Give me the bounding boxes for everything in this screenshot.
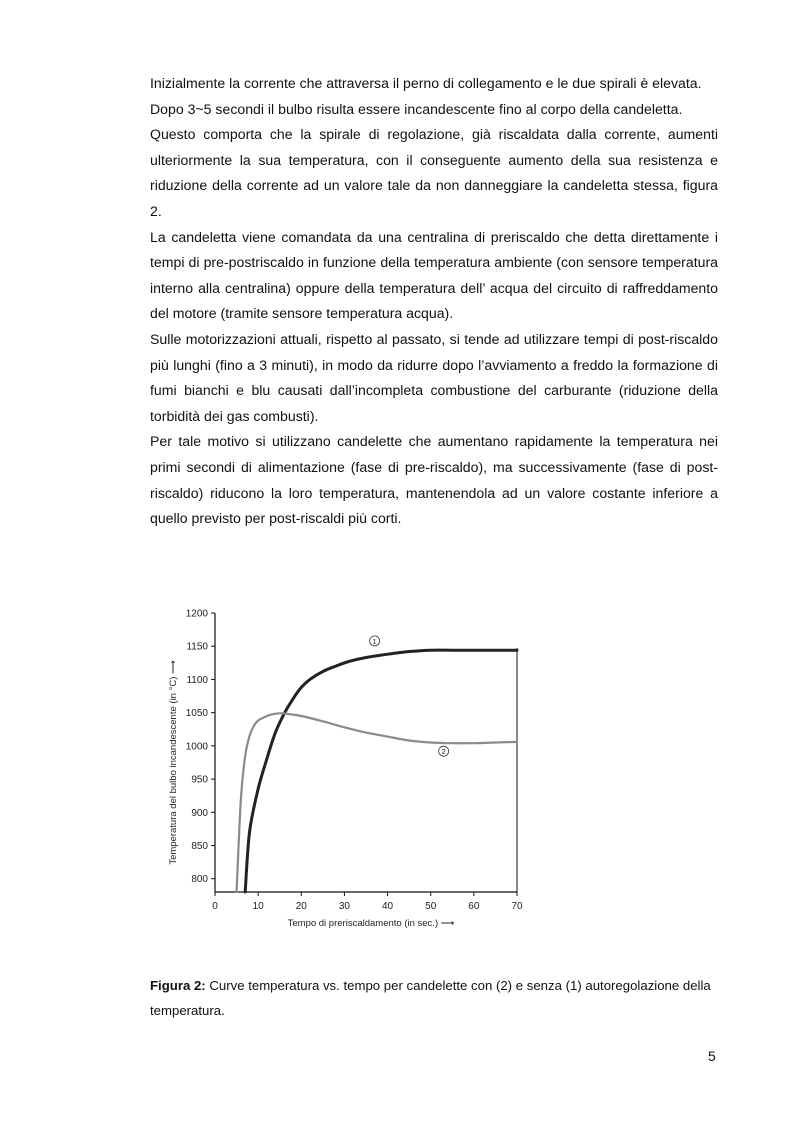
- y-tick-label: 1200: [185, 608, 208, 620]
- series-marker-label-1: 1: [372, 636, 377, 646]
- y-tick-label: 900: [191, 807, 208, 819]
- x-tick-label: 60: [468, 901, 480, 912]
- x-tick-label: 40: [382, 901, 394, 912]
- chart-series: [237, 650, 517, 892]
- paragraph-4: La candeletta viene comandata da una centralina di preriscaldo che detta direttamente i tempi di pre-postriscaldo in funzione della temperatura ambiente (con sensore temperatura interno alla centralina) oppure della temperatura dell’ acqua del circuito di raffreddamento del motore (tramite sensore temperatura acqua).: [150, 228, 718, 322]
- paragraph-2: Dopo 3~5 secondi il bulbo risulta essere incandescente fino al corpo della candeletta.: [150, 100, 683, 117]
- series-line-1: [245, 650, 517, 892]
- figure-caption: [150, 973, 718, 1023]
- y-tick-label: 1150: [186, 641, 208, 653]
- chart-axes: [211, 613, 517, 896]
- y-tick-label: 1050: [185, 708, 208, 720]
- x-tick-label: 50: [425, 901, 437, 912]
- x-axis-title: Tempo di preriscaldamento (in sec.) ⟶: [287, 918, 455, 929]
- paragraph-6: Per tale motivo si utilizzano candelette che aumentano rapidamente la temperatura nei primi secondi di alimentazione (fase di pre-riscaldo), ma successivamente (fase di post-riscaldo) riducono la loro temperatura, mantenendola ad un valore costante inferiore a quello previsto per post-riscaldi più corti.: [150, 433, 718, 527]
- caption-text: Curve temperatura vs. tempo per candelette con (2) e senza (1) autoregolazione della temperatura.: [150, 978, 711, 1018]
- paragraph-3: Questo comporta che la spirale di regolazione, già riscaldata dalla corrente, aumenti ulteriormente la sua temperatura, con il conseguente aumento della sua resistenza e riduzione della corrente ad un valore tale da non danneggiare la candeletta stessa, figura 2.: [150, 126, 718, 219]
- y-tick-label: 800: [191, 874, 208, 886]
- series-line-2: [237, 713, 517, 892]
- x-tick-label: 20: [295, 901, 307, 912]
- x-tick-label: 30: [338, 901, 350, 912]
- y-tick-label: 950: [191, 774, 208, 786]
- y-tick-label: 1100: [186, 674, 208, 686]
- chart-labels: [168, 609, 523, 930]
- caption-label: Figura 2:: [150, 978, 206, 993]
- temperature-chart: [160, 600, 540, 935]
- x-tick-label: 10: [252, 901, 264, 912]
- paragraph-1: Inizialmente la corrente che attraversa il perno di collegamento e le due spirali è elevata.: [150, 75, 702, 91]
- paragraph-5: Sulle motorizzazioni attuali, rispetto al passato, si tende ad utilizzare tempi di post-riscaldo più lunghi (fino a 3 minuti), in modo da ridurre dopo l’avviamento a freddo la formazione di fumi bianchi e blu causati dall’incompleta combustione del carburante (riduzione della torbidità dei gas combusti).: [150, 330, 718, 424]
- y-tick-label: 850: [191, 841, 208, 852]
- y-tick-label: 1000: [185, 741, 208, 753]
- x-tick-label: 70: [511, 901, 523, 912]
- series-marker-label-2: 2: [441, 747, 446, 757]
- page-number: 5: [708, 1048, 716, 1064]
- body-text: [150, 71, 718, 532]
- x-tick-label: 0: [212, 901, 218, 912]
- y-axis-title: Temperatura del bulbo incandescente (in °C) ⟶: [168, 660, 179, 865]
